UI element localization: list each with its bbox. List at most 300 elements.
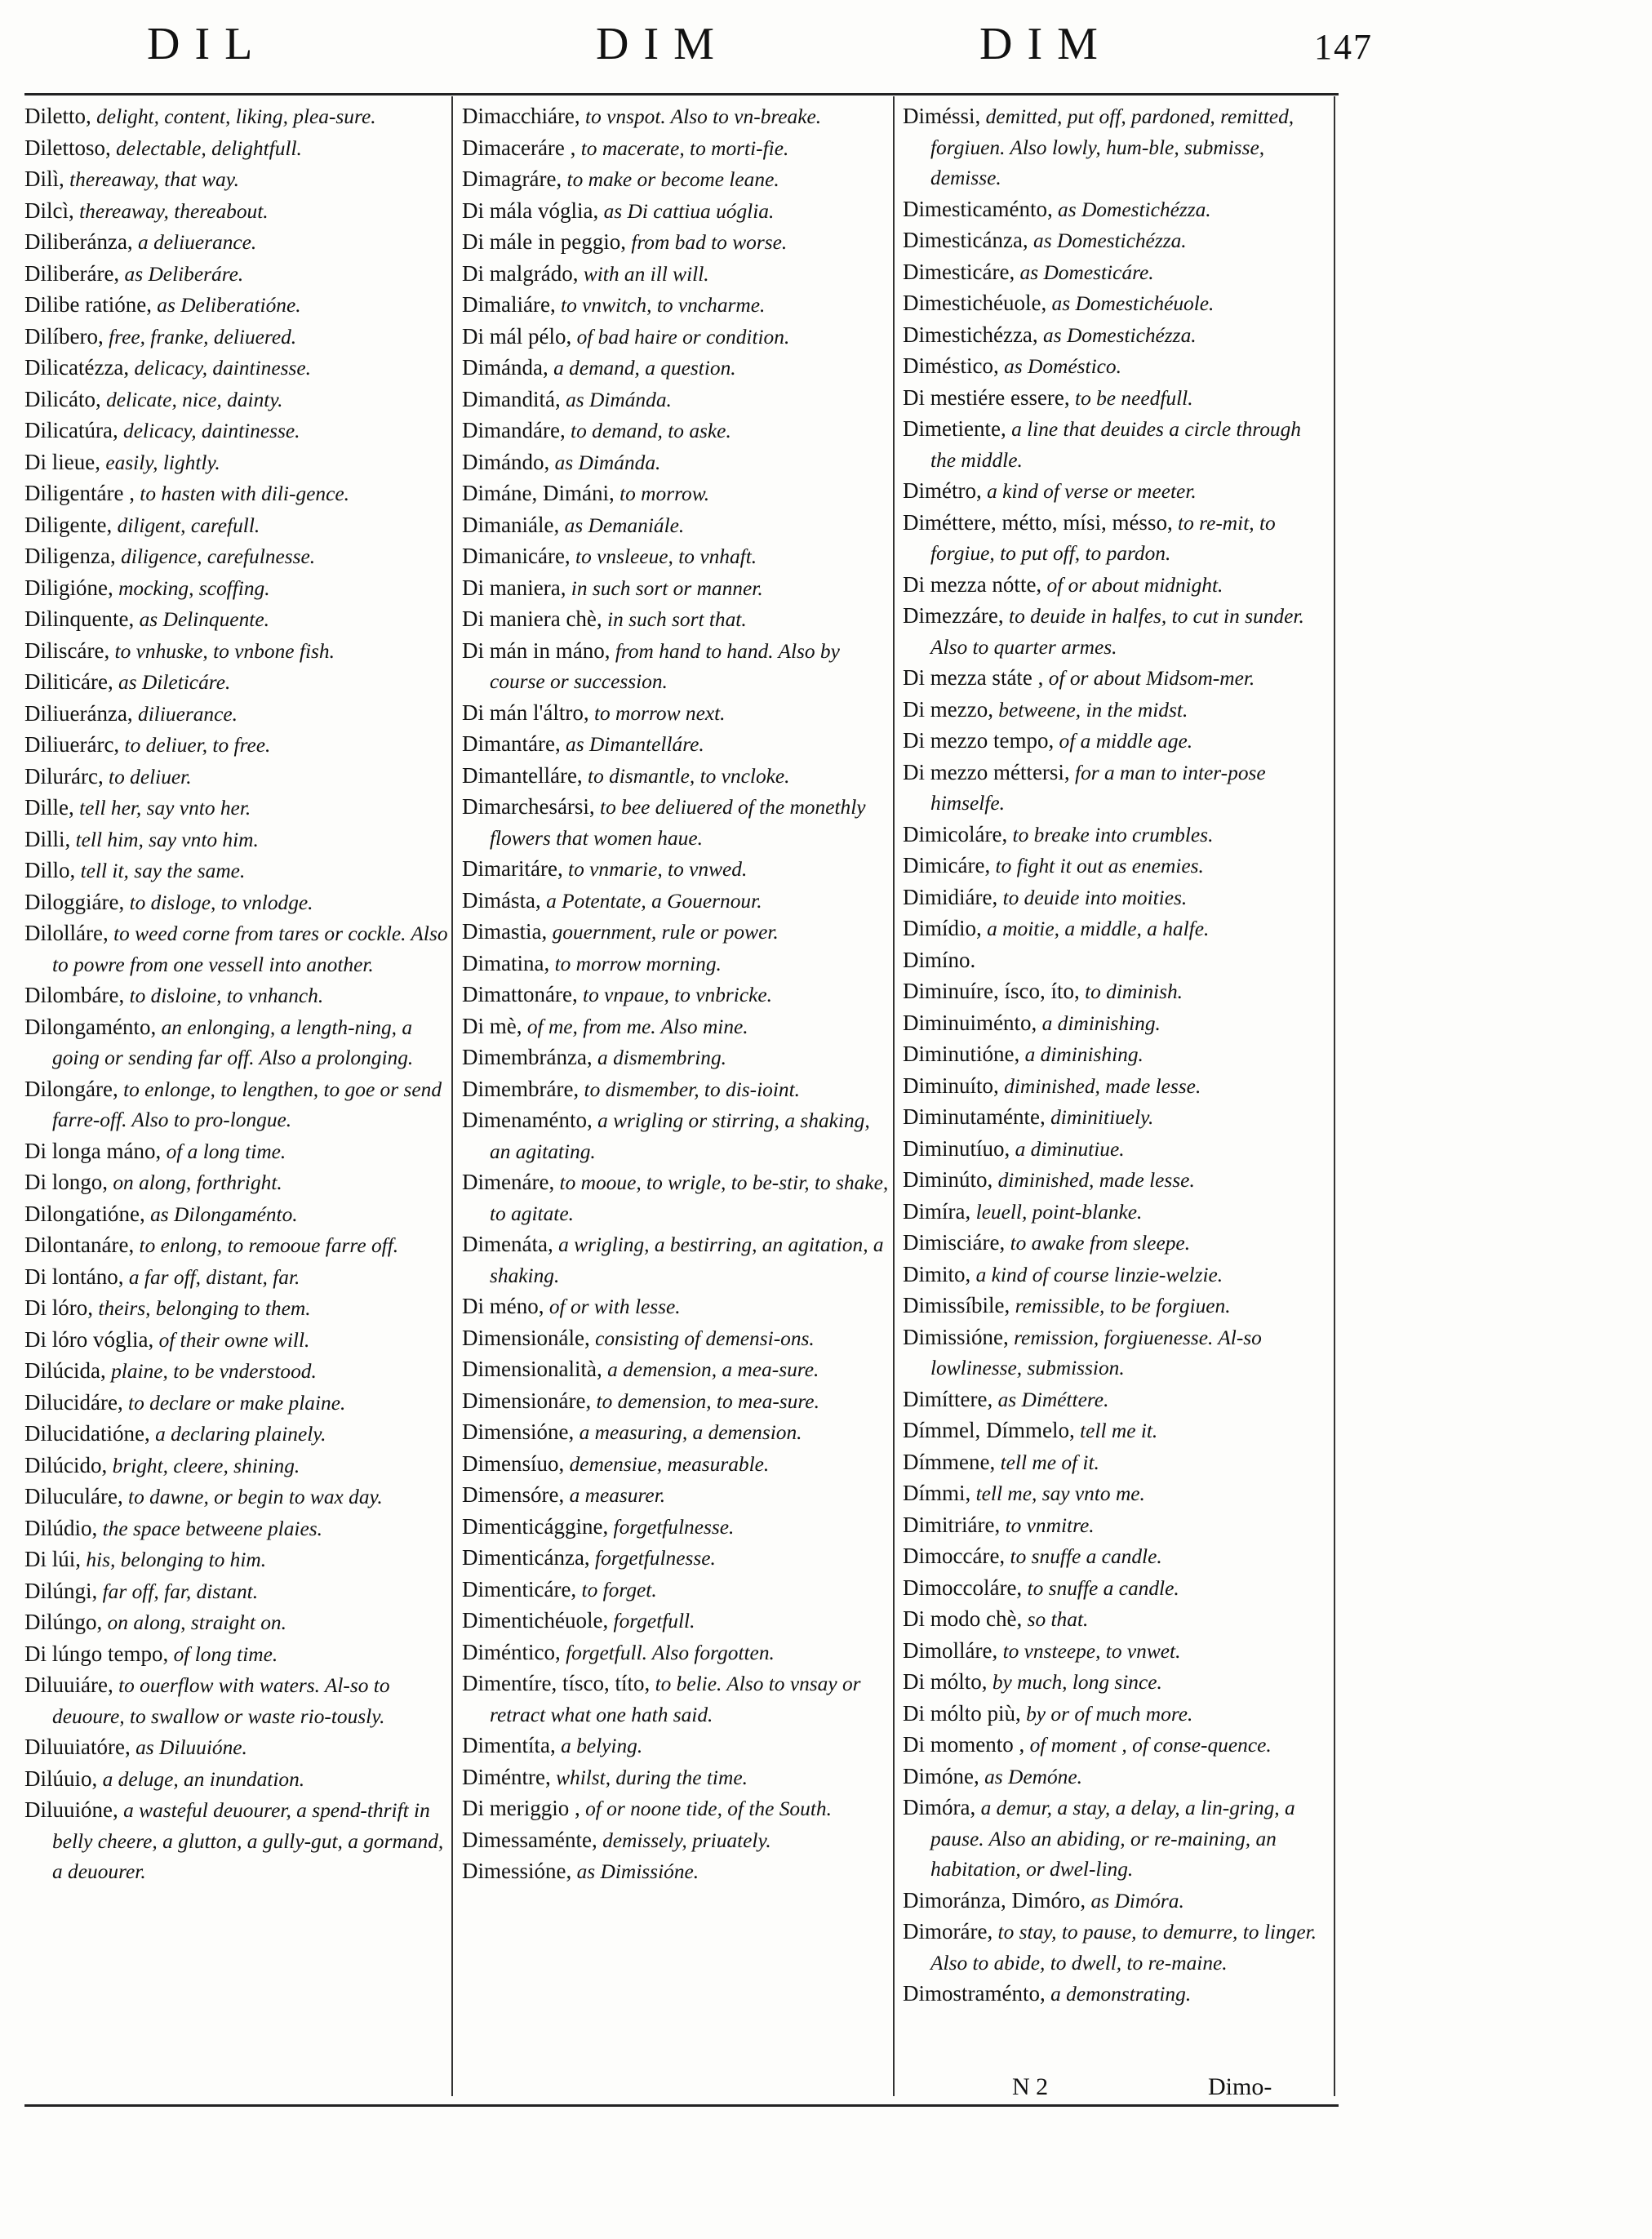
entry-headword: Dimacchiáre, <box>462 104 580 128</box>
dictionary-entry <box>24 259 452 291</box>
entry-definition: of moment , of conse-quence. <box>1024 1734 1272 1757</box>
entry-definition: to mooue, to wrigle, to be-stir, to shake, to agitate. <box>490 1171 889 1225</box>
entry-definition: to bee deliuered of the monethly flowers that women haue. <box>490 796 866 850</box>
entry-definition: as Dimánda. <box>560 388 672 411</box>
entry-definition: to vnpaue, to vnbricke. <box>577 984 773 1006</box>
entry-headword: Diminúto, <box>903 1167 993 1192</box>
entry-definition: of a middle age. <box>1054 730 1193 753</box>
entry-definition: thereaway, thereabout. <box>73 199 269 223</box>
entry-definition: forgetfulnesse. <box>608 1515 735 1539</box>
entry-definition: leuell, point-blanke. <box>970 1200 1143 1224</box>
entry-headword: Di maniera, <box>462 575 566 600</box>
entry-headword: Dimitriáre, <box>903 1512 1001 1537</box>
entry-definition: to disloine, to vnhanch. <box>124 984 324 1007</box>
entry-definition: tell me, say vnto me. <box>970 1482 1145 1505</box>
entry-definition: mocking, scoffing. <box>113 576 270 600</box>
entry-definition: far off, far, distant. <box>97 1579 259 1603</box>
entry-definition: a declaring plainely. <box>149 1423 326 1446</box>
signature-mark: N 2 <box>1012 2073 1049 2100</box>
dictionary-entry <box>903 1071 1330 1103</box>
entry-definition: a demension, a mea-sure. <box>602 1358 819 1381</box>
entry-headword: Dimándo, <box>462 449 550 474</box>
entry-headword: Dille, <box>24 795 74 820</box>
dictionary-entry <box>462 541 890 573</box>
dictionary-entry <box>903 1604 1330 1636</box>
entry-headword: Dimessaménte, <box>462 1827 597 1852</box>
entry-headword: Dilucidáre, <box>24 1389 123 1415</box>
entry-headword: Dimoránza, Dimóro, <box>903 1887 1086 1912</box>
column-left <box>24 101 452 1888</box>
entry-definition: to snuffe a candle. <box>1005 1545 1162 1568</box>
entry-headword: Dilúcida, <box>24 1358 106 1383</box>
entry-headword: Dimánda, <box>462 355 548 380</box>
entry-definition: a wrigling, a bestirring, an agitation, a shaking. <box>490 1233 884 1287</box>
entry-headword: Dilurárc, <box>24 763 104 789</box>
dictionary-entry <box>24 1670 452 1732</box>
dictionary-entry <box>462 1229 890 1291</box>
entry-headword: Dilúdio, <box>24 1515 98 1540</box>
dictionary-entry <box>462 290 890 322</box>
entry-headword: Diminuiménto, <box>903 1010 1037 1035</box>
entry-definition: of long time. <box>168 1642 278 1666</box>
dictionary-entry <box>903 1478 1330 1510</box>
entry-headword: Dimíra, <box>903 1198 971 1224</box>
dictionary-entry <box>462 1011 890 1043</box>
entry-headword: Di mezza státe , <box>903 665 1044 690</box>
entry-headword: Di longa máno, <box>24 1138 162 1163</box>
entry-headword: Dimáne, Dimáni, <box>462 481 615 505</box>
entry-headword: Dímmene, <box>903 1449 996 1474</box>
entry-definition: an enlonging, a length-ning, a going or sending far off. Also a prolonging. <box>52 1015 414 1069</box>
entry-definition: as Doméstico. <box>998 355 1121 378</box>
entry-definition: diminitiuely. <box>1045 1106 1154 1129</box>
dictionary-entry <box>462 1668 890 1730</box>
dictionary-entry <box>462 164 890 196</box>
entry-headword: Dimídio, <box>903 916 982 940</box>
entry-definition: tell me it. <box>1074 1419 1158 1442</box>
entry-definition: demitted, put off, pardoned, remitted, forgiuen. Also lowly, hum-ble, submisse, demisse. <box>930 105 1295 189</box>
entry-definition: to dismember, to dis-ioint. <box>579 1077 801 1101</box>
dictionary-entry <box>24 510 452 542</box>
entry-definition: a kind of verse or meeter. <box>981 480 1197 503</box>
entry-definition: as Diluuióne. <box>130 1736 247 1759</box>
entry-headword: Dimidiáre, <box>903 884 998 909</box>
entry-definition: a moitie, a middle, a halfe. <box>981 917 1210 940</box>
dictionary-entry <box>903 414 1330 476</box>
entry-definition: a Potentate, a Gouernour. <box>540 889 762 913</box>
entry-definition: easily, lightly. <box>100 451 220 474</box>
dictionary-entry <box>462 259 890 291</box>
entry-definition: bright, cleere, shining. <box>107 1454 300 1477</box>
entry-headword: Dimaliáre, <box>462 292 556 317</box>
running-head <box>114 18 1373 69</box>
dictionary-entry <box>24 636 452 668</box>
dictionary-entry <box>462 698 890 730</box>
entry-definition: to snuffe a candle. <box>1022 1576 1179 1600</box>
entry-definition: as Domestichéuole. <box>1046 292 1215 315</box>
entry-headword: Diletto, <box>24 104 91 128</box>
dictionary-entry <box>24 667 452 699</box>
dictionary-entry <box>462 478 890 510</box>
entry-definition: to morrow next. <box>588 701 726 725</box>
dictionary-entry <box>24 1388 452 1419</box>
dictionary-entry <box>903 882 1330 914</box>
dictionary-entry <box>462 353 890 384</box>
dictionary-entry <box>903 1134 1330 1166</box>
dictionary-entry <box>903 1541 1330 1573</box>
entry-definition: a line that deuides a circle through the middle. <box>930 418 1302 472</box>
entry-headword: Dimissíbile, <box>903 1293 1010 1317</box>
dictionary-entry <box>24 541 452 573</box>
entry-headword: Di mála vóglia, <box>462 198 599 223</box>
entry-definition: delight, content, liking, plea-sure. <box>91 105 376 128</box>
entry-headword: Dimensíuo, <box>462 1450 565 1476</box>
entry-headword: Di malgrádo, <box>462 260 579 286</box>
entry-definition: as Domestichézza. <box>1028 229 1187 252</box>
entry-definition: diminished, made lesse. <box>998 1074 1201 1098</box>
dictionary-entry <box>462 1449 890 1481</box>
entry-definition: a far off, distant, far. <box>123 1265 300 1289</box>
entry-definition: as Dimissióne. <box>571 1860 699 1883</box>
dictionary-entry <box>24 980 452 1012</box>
entry-headword: Diméntre, <box>462 1764 551 1789</box>
dictionary-entry <box>24 1262 452 1294</box>
entry-definition: to disloge, to vnlodge. <box>124 891 313 914</box>
entry-definition: diminished, made lesse. <box>993 1169 1195 1192</box>
entry-definition: to vnwitch, to vncharme. <box>555 294 766 317</box>
entry-definition: tell him, say vnto him. <box>70 828 259 851</box>
dictionary-entry <box>462 948 890 980</box>
entry-definition: to dawne, or begin to wax day. <box>122 1486 383 1508</box>
entry-headword: Dímmel, Dímmelo, <box>903 1418 1075 1442</box>
column-rule <box>893 96 895 2096</box>
dictionary-entry <box>462 447 890 479</box>
dictionary-entry <box>462 227 890 259</box>
dictionary-entry <box>903 1228 1330 1259</box>
entry-definition: as Demaniále. <box>559 513 685 537</box>
entry-headword: Di mestiére essere, <box>903 384 1070 410</box>
dictionary-entry <box>903 1667 1330 1699</box>
entry-definition: a dismembring. <box>592 1046 727 1069</box>
entry-definition: to vnhuske, to vnbone fish. <box>109 639 335 663</box>
dictionary-entry <box>462 1480 890 1512</box>
dictionary-entry <box>462 917 890 948</box>
entry-headword: Dimestichézza, <box>903 322 1038 347</box>
dictionary-entry <box>24 478 452 510</box>
entry-headword: Dímmi, <box>903 1481 971 1505</box>
entry-headword: Dimostraménto, <box>903 1981 1046 2006</box>
dictionary-entry <box>903 1447 1330 1479</box>
entry-headword: Diméttere, métto, mísi, mésso, <box>903 509 1173 535</box>
dictionary-entry <box>903 508 1330 570</box>
entry-headword: Dimensóre, <box>462 1482 565 1507</box>
dictionary-entry <box>24 1764 452 1796</box>
entry-headword: Dimastia, <box>462 919 548 944</box>
entry-definition: delicate, nice, dainty. <box>100 388 283 411</box>
dictionary-entry <box>24 1482 452 1513</box>
entry-headword: Di mán in máno, <box>462 637 611 663</box>
entry-definition: of me, from me. Also mine. <box>522 1015 748 1038</box>
dictionary-entry <box>24 353 452 384</box>
entry-definition: to dismantle, to vncloke. <box>582 764 790 788</box>
entry-headword: Di lontáno, <box>24 1264 124 1289</box>
entry-definition: demissely, priuately. <box>597 1828 771 1852</box>
dictionary-entry <box>462 1354 890 1386</box>
dictionary-entry <box>462 415 890 447</box>
entry-headword: Dimito, <box>903 1261 971 1286</box>
dictionary-entry <box>24 1325 452 1357</box>
dictionary-entry <box>903 1793 1330 1886</box>
entry-headword: Dimaritáre, <box>462 856 563 881</box>
entry-headword: Diliberáre, <box>24 260 120 286</box>
entry-headword: Dilúuio, <box>24 1766 98 1791</box>
dictionary-entry <box>462 1856 890 1888</box>
entry-definition: a demur, a stay, a delay, a lin-gring, a pause. Also an abiding, or re-maining, an habitation, or dwel-ling. <box>930 1797 1295 1881</box>
entry-headword: Dilíbero, <box>24 323 104 349</box>
entry-headword: Diluuiatóre, <box>24 1735 131 1759</box>
entry-definition: to re-mit, to forgiue, to put off, to pardon. <box>930 511 1276 565</box>
entry-definition: delicacy, daintinesse. <box>118 420 300 442</box>
entry-definition: to deuide into moities. <box>997 886 1188 909</box>
dictionary-entry <box>462 854 890 886</box>
entry-headword: Di longo, <box>24 1170 109 1194</box>
entry-headword: Dimenaménto, <box>462 1108 593 1132</box>
entry-headword: Dimensionáre, <box>462 1388 592 1413</box>
dictionary-entry <box>24 1795 452 1888</box>
column-rule <box>1334 96 1335 2096</box>
entry-headword: Dilúcido, <box>24 1452 108 1477</box>
entry-headword: Di mólto più, <box>903 1700 1021 1726</box>
entry-definition: to fight it out as enemies. <box>990 855 1204 877</box>
entry-headword: Dimóra, <box>903 1795 976 1819</box>
entry-definition: free, franke, deliuered. <box>103 325 297 349</box>
dictionary-entry <box>462 1543 890 1575</box>
entry-definition: to diminish. <box>1079 980 1183 1003</box>
entry-headword: Dimessióne, <box>462 1859 572 1883</box>
entry-definition: thereaway, that way. <box>64 168 239 191</box>
entry-headword: Dilucidatióne, <box>24 1421 150 1446</box>
dictionary-entry <box>903 320 1330 352</box>
entry-headword: Di lúi, <box>24 1547 82 1571</box>
entry-headword: Dilicatúra, <box>24 418 118 442</box>
entry-definition: whilst, during the time. <box>550 1766 748 1789</box>
entry-headword: Dimentichéuole, <box>462 1608 609 1633</box>
entry-definition: to demension, to mea-sure. <box>591 1389 819 1413</box>
entry-headword: Dilúngi, <box>24 1578 98 1603</box>
entry-definition: as Domesticáre. <box>1015 260 1154 284</box>
dictionary-entry <box>903 945 1330 977</box>
dictionary-entry <box>24 1544 452 1576</box>
entry-headword: Di mále in peggio, <box>462 229 626 254</box>
entry-definition: of bad haire or condition. <box>571 325 790 349</box>
entry-definition: tell me of it. <box>995 1450 1099 1474</box>
dictionary-entry <box>24 1732 452 1764</box>
dictionary-entry <box>903 194 1330 226</box>
dictionary-entry <box>903 1102 1330 1134</box>
entry-headword: Dimensionále, <box>462 1325 590 1350</box>
entry-headword: Dilettoso, <box>24 135 111 160</box>
entry-definition: to breake into crumbles. <box>1007 823 1214 846</box>
dictionary-entry <box>903 976 1330 1008</box>
dictionary-entry <box>903 1415 1330 1447</box>
entry-definition: to demand, to aske. <box>565 420 731 442</box>
entry-definition: a belying. <box>555 1735 643 1757</box>
entry-headword: Dimissióne, <box>903 1324 1009 1349</box>
entry-definition: of or about midnight. <box>1041 573 1223 597</box>
entry-definition: with an ill will. <box>578 262 709 286</box>
dictionary-entry <box>24 133 452 165</box>
entry-definition: delectable, delightfull. <box>110 136 302 160</box>
dictionary-entry <box>24 887 452 919</box>
dictionary-entry <box>24 1012 452 1074</box>
entry-definition: so that. <box>1022 1608 1089 1631</box>
entry-headword: Diminuíto, <box>903 1073 999 1098</box>
entry-headword: Dimantelláre, <box>462 762 583 788</box>
dictionary-entry <box>24 824 452 856</box>
entry-headword: Di lieue, <box>24 449 100 474</box>
entry-definition: as Dimóra. <box>1086 1889 1184 1912</box>
dictionary-entry <box>903 1197 1330 1228</box>
entry-headword: Diméstico, <box>903 353 999 378</box>
entry-headword: Dimisciáre, <box>903 1230 1006 1255</box>
dictionary-entry <box>24 101 452 133</box>
entry-definition: on along, straight on. <box>102 1611 286 1634</box>
entry-definition: in such sort that. <box>602 608 747 631</box>
dictionary-entry <box>24 1293 452 1325</box>
entry-definition: tell her, say vnto her. <box>73 797 251 820</box>
entry-headword: Di méno, <box>462 1294 544 1318</box>
entry-headword: Diminutióne, <box>903 1042 1020 1066</box>
entry-definition: remissible, to be forgiuen. <box>1010 1295 1231 1317</box>
dictionary-entry <box>903 1008 1330 1040</box>
entry-definition: betweene, in the midst. <box>993 698 1188 722</box>
dictionary-entry <box>24 762 452 793</box>
entry-definition: of or about Midsom-mer. <box>1043 667 1255 690</box>
entry-headword: Dimenticánza, <box>462 1545 590 1570</box>
entry-definition: diligent, carefull. <box>112 513 260 537</box>
dictionary-entry <box>24 415 452 447</box>
running-head-left: DIL <box>147 19 268 69</box>
entry-definition: a demonstrating. <box>1045 1983 1192 2006</box>
entry-headword: Dilicatézza, <box>24 355 130 380</box>
running-head-right: DIM <box>979 19 1112 69</box>
dictionary-entry <box>462 729 890 761</box>
entry-headword: Dimentíre, tísco, títo, <box>462 1671 651 1695</box>
entry-definition: from bad to worse. <box>625 231 788 254</box>
entry-headword: Dimenticággine, <box>462 1513 609 1539</box>
dictionary-entry <box>903 1730 1330 1761</box>
entry-definition: as Dilongaménto. <box>144 1202 298 1226</box>
dictionary-entry <box>903 1979 1330 2010</box>
entry-headword: Diloggiáre, <box>24 889 125 914</box>
entry-headword: Dimensióne, <box>462 1419 575 1444</box>
dictionary-entry <box>24 290 452 322</box>
entry-headword: Dimantáre, <box>462 731 561 756</box>
entry-definition: to awake from sleepe. <box>1005 1232 1191 1255</box>
dictionary-entry <box>24 1356 452 1388</box>
entry-headword: Di mezzo tempo, <box>903 728 1055 753</box>
dictionary-entry <box>903 1322 1330 1384</box>
dictionary-entry <box>903 851 1330 882</box>
entry-headword: Dimaceráre , <box>462 135 576 160</box>
entry-definition: to ouerflow with waters. Al-so to deuoure, to swallow or waste rio-tously. <box>52 1674 390 1728</box>
entry-definition: in such sort or manner. <box>566 576 763 600</box>
entry-definition: to hasten with dili-gence. <box>134 482 349 505</box>
dictionary-entry <box>903 1886 1330 1917</box>
header-rule <box>24 93 1339 96</box>
entry-headword: Dimicoláre, <box>903 821 1008 846</box>
entry-headword: Di mólto, <box>903 1669 988 1694</box>
entry-definition: to deuide in halfes, to cut in sunder. Also to quarter armes. <box>930 605 1304 659</box>
entry-headword: Dilicáto, <box>24 386 101 411</box>
dictionary-entry <box>24 699 452 731</box>
entry-definition: as Di cattiua uóglia. <box>598 199 775 223</box>
dictionary-entry <box>903 1510 1330 1542</box>
entry-definition: for a man to inter-pose himselfe. <box>930 761 1266 815</box>
dictionary-entry <box>903 1573 1330 1605</box>
entry-definition: to morrow morning. <box>549 952 722 975</box>
entry-definition: to vnsteepe, to vnwet. <box>997 1639 1181 1663</box>
entry-definition: as Deliberatióne. <box>151 294 301 317</box>
entry-headword: Dimagráre, <box>462 167 562 191</box>
entry-definition: as Diméttere. <box>993 1388 1109 1411</box>
dictionary-entry <box>903 726 1330 757</box>
dictionary-entry <box>462 1575 890 1606</box>
entry-definition: consisting of demensi-ons. <box>589 1326 815 1350</box>
entry-headword: Di mè, <box>462 1013 522 1038</box>
dictionary-entry <box>903 1384 1330 1416</box>
entry-definition: a diminishing. <box>1019 1043 1144 1066</box>
entry-definition: forgetfull. Also forgotten. <box>560 1641 775 1664</box>
entry-definition: forgetfull. <box>608 1610 695 1633</box>
dictionary-entry <box>903 1259 1330 1291</box>
dictionary-entry <box>903 695 1330 726</box>
entry-headword: Dimesticánza, <box>903 228 1028 252</box>
dictionary-entry <box>462 980 890 1011</box>
entry-definition: as Dimantelláre. <box>560 733 704 756</box>
entry-headword: Dimaniále, <box>462 512 560 537</box>
entry-headword: Dimetiente, <box>903 416 1006 441</box>
entry-definition: as Deliberáre. <box>119 262 244 286</box>
entry-headword: Dimarchesársi, <box>462 794 595 819</box>
dictionary-entry <box>903 1291 1330 1322</box>
entry-definition: to declare or make plaine. <box>122 1391 346 1415</box>
entry-headword: Dimenticáre, <box>462 1576 577 1602</box>
dictionary-entry <box>903 476 1330 508</box>
entry-headword: Dimandáre, <box>462 418 566 442</box>
entry-headword: Di mán l'áltro, <box>462 700 589 725</box>
dictionary-entry <box>903 1761 1330 1793</box>
dictionary-entry <box>903 913 1330 945</box>
dictionary-entry <box>462 604 890 636</box>
dictionary-entry <box>462 1167 890 1229</box>
dictionary-entry <box>24 1576 452 1608</box>
dictionary-entry <box>24 447 452 479</box>
dictionary-entry <box>24 1074 452 1136</box>
entry-definition: to vnsleeue, to vnhaft. <box>570 545 757 568</box>
dictionary-entry <box>24 1513 452 1545</box>
entry-headword: Di momento , <box>903 1732 1025 1757</box>
entry-definition: a diminutiue. <box>1010 1137 1125 1161</box>
entry-headword: Di lóro, <box>24 1295 93 1320</box>
dictionary-entry <box>462 196 890 228</box>
dictionary-entry <box>462 133 890 165</box>
entry-headword: Dimicáre, <box>903 853 991 877</box>
entry-definition: of a long time. <box>161 1139 286 1163</box>
dictionary-entry <box>462 1042 890 1074</box>
entry-headword: Diligióne, <box>24 575 113 600</box>
dictionary-entry <box>462 1730 890 1762</box>
